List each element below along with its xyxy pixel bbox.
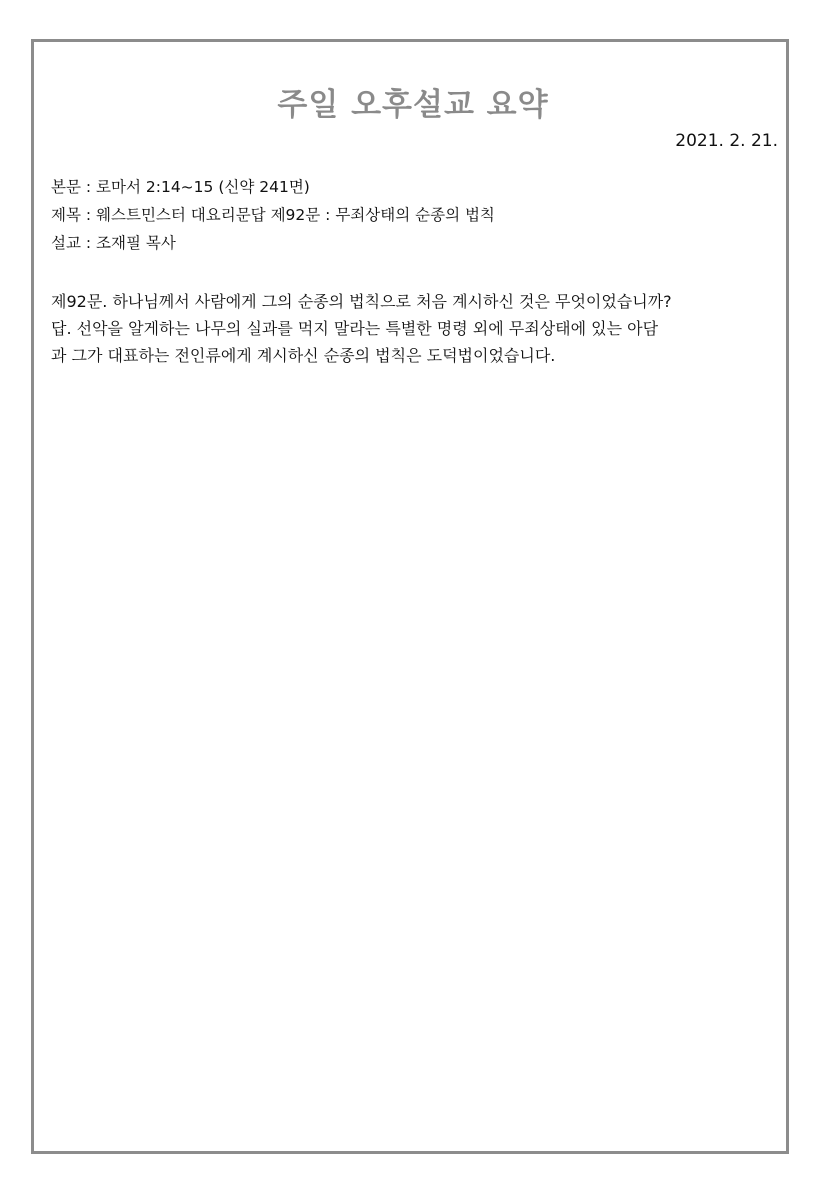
sermon-body bbox=[51, 288, 775, 369]
scripture-reference: 본문 : 로마서 2:14~15 (신약 241면) bbox=[51, 178, 310, 196]
body-line-answer-2: 과 그가 대표하는 전인류에게 계시하신 순종의 법칙은 도덕법이었습니다. bbox=[51, 346, 556, 365]
body-line-question: 제92문. 하나님께서 사람에게 그의 순종의 법칙으로 처음 계시하신 것은 무엇이었습니까? bbox=[51, 292, 672, 311]
page-title: 주일 오후설교 요약 bbox=[277, 87, 549, 123]
preacher: 설교 : 조재필 목사 bbox=[51, 234, 176, 252]
sermon-subject: 제목 : 웨스트민스터 대요리문답 제92문 : 무죄상태의 순종의 법칙 bbox=[51, 206, 495, 224]
body-line-answer-1: 답. 선악을 알게하는 나무의 실과를 먹지 말라는 특별한 명령 외에 무죄상태에 있는 아담 bbox=[51, 319, 659, 338]
sermon-meta bbox=[51, 173, 771, 257]
sermon-date: 2021. 2. 21. bbox=[675, 131, 778, 151]
